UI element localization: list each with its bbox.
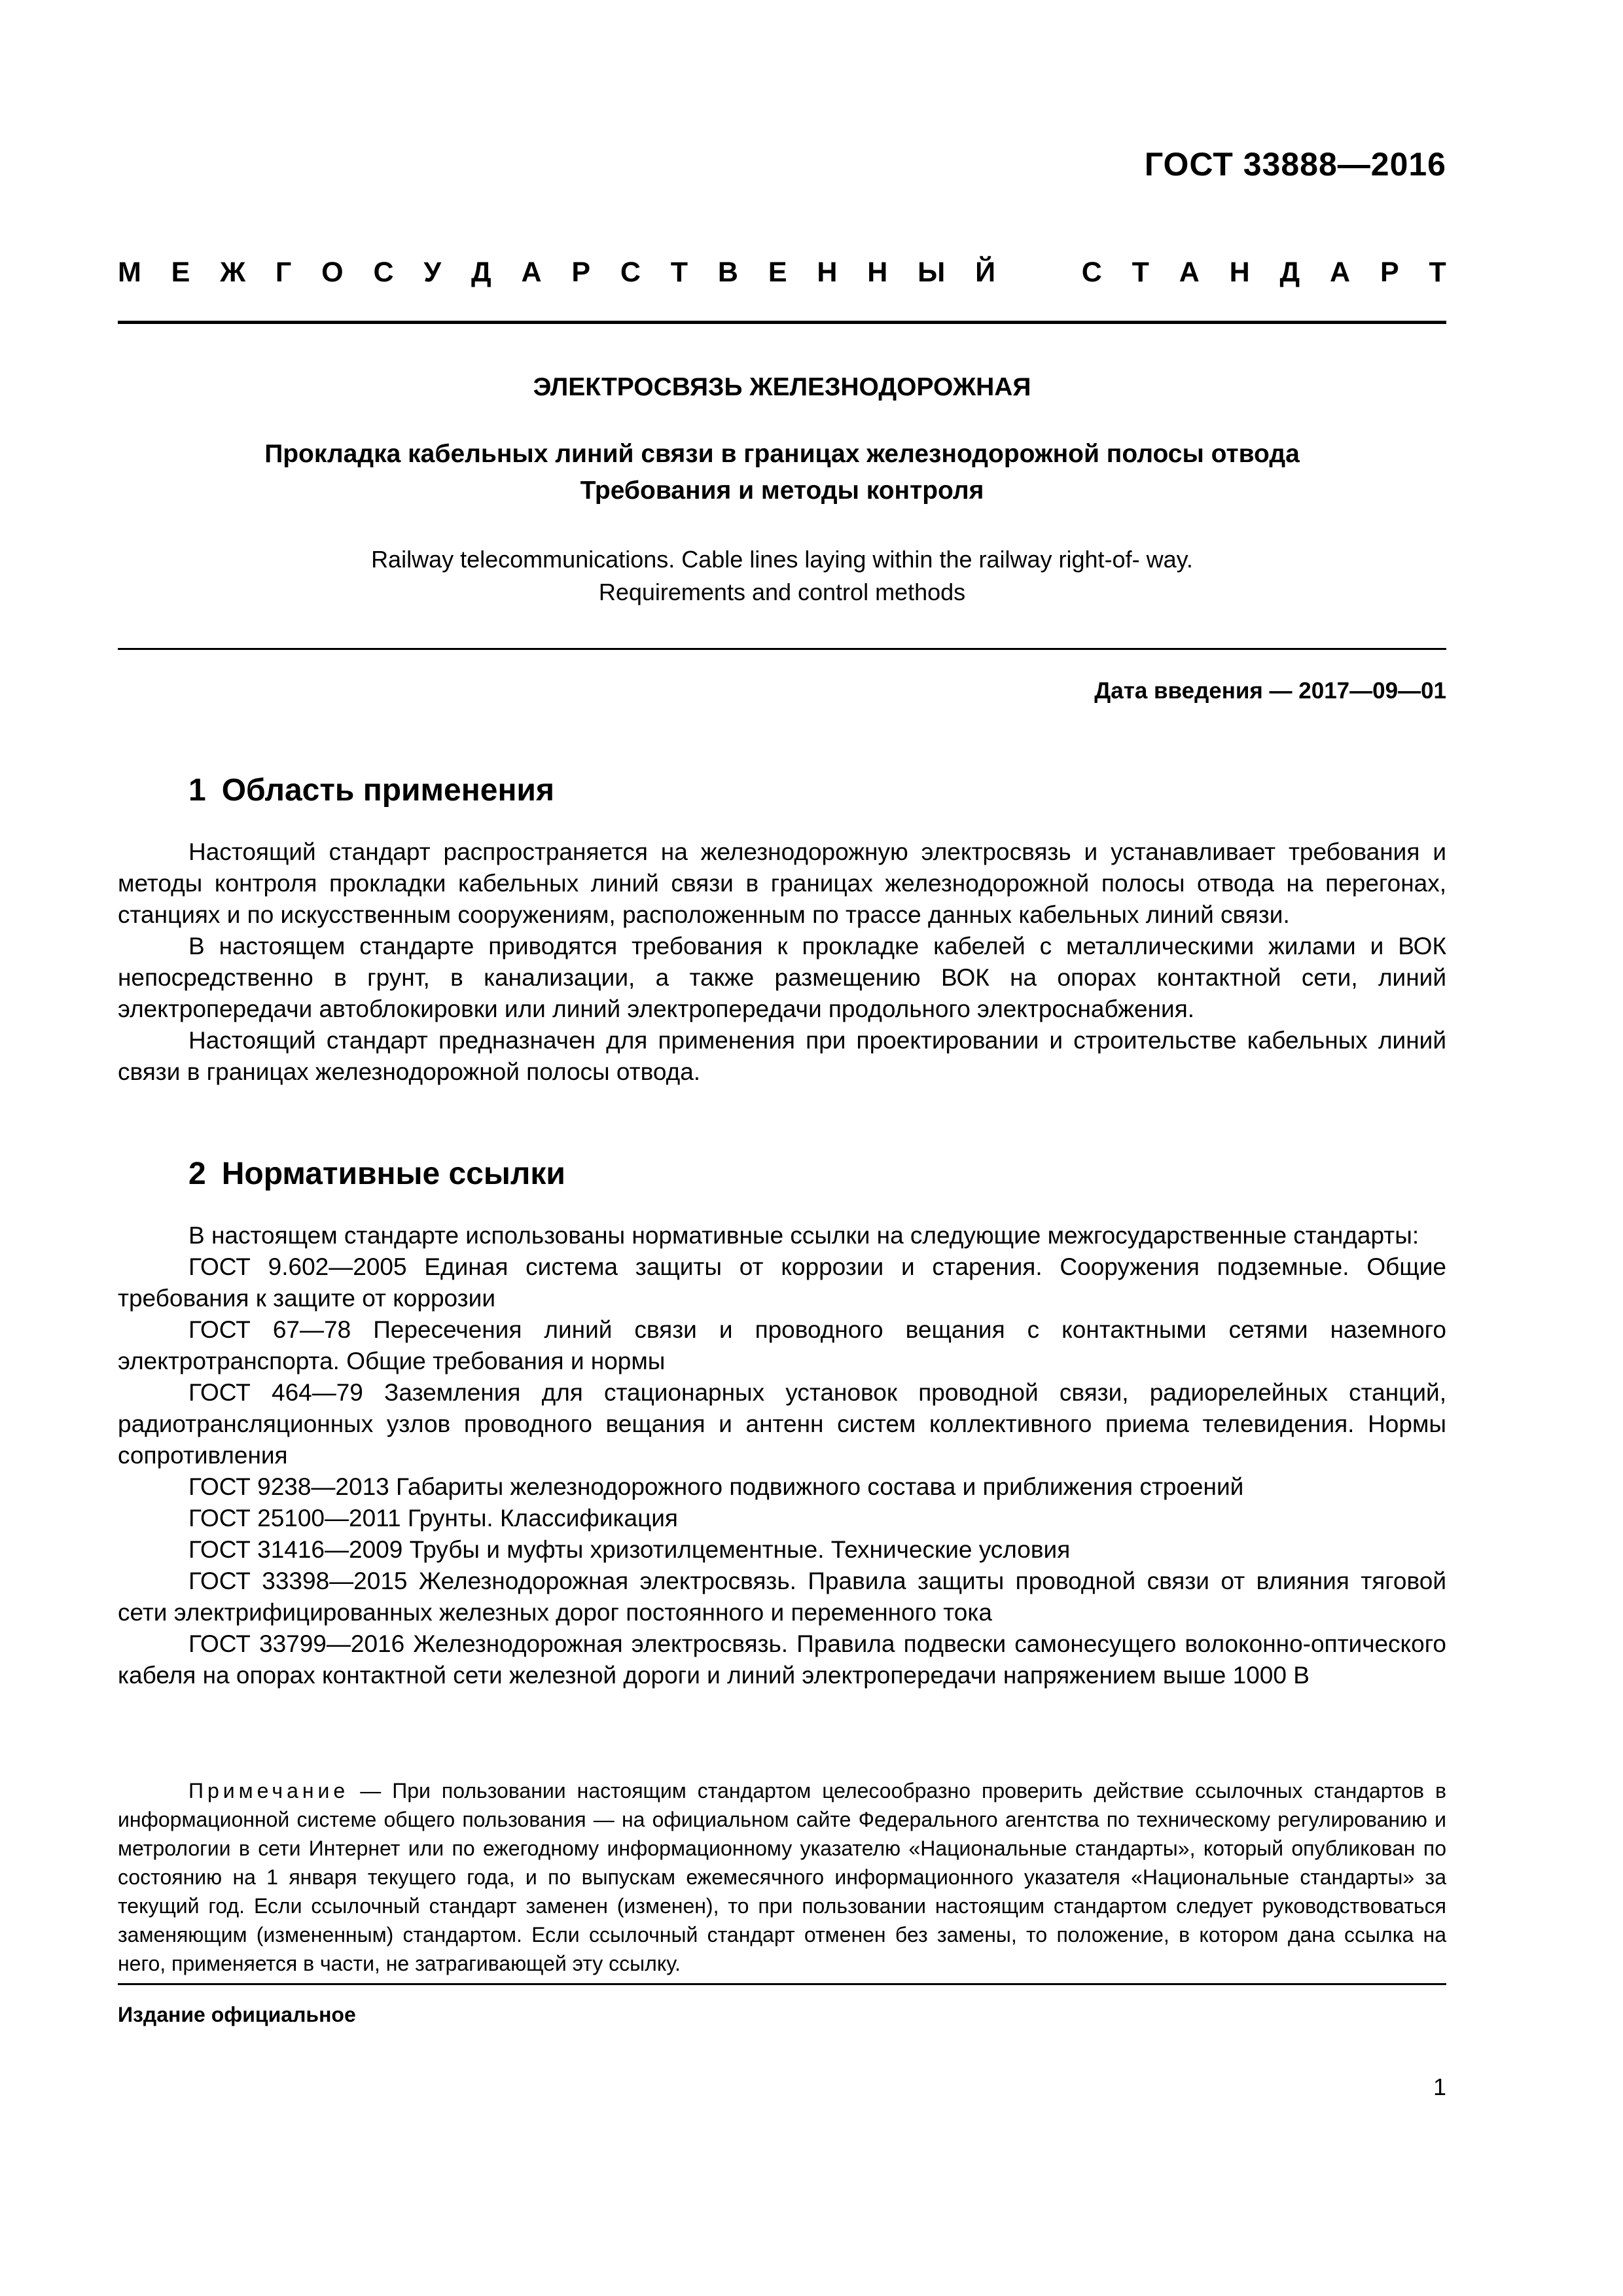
- english-title-line: Requirements and control methods: [598, 579, 966, 605]
- paragraph: В настоящем стандарте приводятся требования к прокладке кабелей с металлическими жилами и ВОК непосредственно в грунт, в канализации, а также размещению ВОК на опорах контактной сети, линий электропередачи автоблокировки или линий электропередачи продольного электроснабжения.: [118, 933, 1446, 1022]
- section-1-body: [118, 836, 1446, 1088]
- section-1-heading: [188, 772, 554, 808]
- reference-item: ГОСТ 33799—2016 Железнодорожная электросвязь. Правила подвески самонесущего волоконно-оптического кабеля на опорах контактной сети железной дороги и линий электропередачи напряжением выше 1000 В: [118, 1630, 1446, 1689]
- standard-type-letter: О: [321, 257, 344, 288]
- standard-type-letter: Е: [171, 257, 190, 288]
- standard-type-letter: Т: [1132, 257, 1149, 288]
- standard-type-letter: Ж: [220, 257, 246, 288]
- footer-divider: [118, 1983, 1446, 1985]
- note: [118, 1776, 1446, 1978]
- document-page: [118, 0, 1446, 2296]
- standard-type-letter: Й: [975, 257, 996, 288]
- note-label: Примечание: [188, 1779, 349, 1803]
- standard-type-letter: Г: [275, 257, 292, 288]
- english-title-line: Railway telecommunications. Cable lines laying within the railway right-of- way.: [371, 546, 1193, 573]
- reference-item: ГОСТ 31416—2009 Трубы и муфты хризотилцементные. Технические условия: [188, 1536, 1071, 1563]
- english-title: [118, 543, 1446, 609]
- standard-type-letter: Н: [817, 257, 838, 288]
- header-divider: [118, 321, 1446, 324]
- standard-type-letter: Р: [1380, 257, 1399, 288]
- paragraph: Настоящий стандарт распространяется на железнодорожную электросвязь и устанавливает требования и методы контроля прокладки кабельных линий связи в границах железнодорожной полосы отвода на перегонах, станциях и по искусственным сооружениям, расположенным по трассе данных кабельных линий связи.: [118, 838, 1446, 928]
- standard-type-letter: Н: [1229, 257, 1250, 288]
- document-number: ГОСТ 33888—2016: [1144, 146, 1446, 183]
- standard-type-letter: Н: [867, 257, 888, 288]
- standard-type-letter: В: [717, 257, 738, 288]
- standard-type-letter: М: [118, 257, 141, 288]
- standard-type-heading: [118, 257, 1446, 289]
- section-2-body: [118, 1220, 1446, 1691]
- paragraph: В настоящем стандарте использованы нормативные ссылки на следующие межгосударственные стандарты:: [188, 1222, 1419, 1249]
- edition-label: Издание официальное: [118, 2003, 356, 2026]
- reference-item: ГОСТ 464—79 Заземления для стационарных установок проводной связи, радиорелейных станций, радиотрансляционных узлов проводного вещания и антенн систем коллективного приема телевидения. Нормы сопротивления: [118, 1379, 1446, 1469]
- section-title: Нормативные ссылки: [221, 1157, 565, 1191]
- standard-type-letter: А: [521, 257, 542, 288]
- standard-type-letter: Т: [670, 257, 688, 288]
- standard-type-letter: Д: [1279, 257, 1300, 288]
- section-number: 1: [188, 773, 206, 808]
- document-title: ЭЛЕКТРОСВЯЗЬ ЖЕЛЕЗНОДОРОЖНАЯ: [533, 373, 1031, 401]
- standard-type-letter: Т: [1429, 257, 1446, 288]
- standard-type-letter: С: [373, 257, 394, 288]
- standard-type-letter: С: [1081, 257, 1102, 288]
- subtitle-line: Прокладка кабельных линий связи в границах железнодорожной полосы отвода: [264, 440, 1300, 468]
- reference-item: ГОСТ 25100—2011 Грунты. Классификация: [188, 1505, 678, 1532]
- introduction-date: Дата введения — 2017—09—01: [1094, 678, 1446, 704]
- subtitle-line: Требования и методы контроля: [580, 476, 984, 505]
- standard-type-letter: Д: [471, 257, 491, 288]
- section-number: 2: [188, 1157, 206, 1191]
- standard-type-letter: Е: [768, 257, 787, 288]
- standard-type-space: [1026, 257, 1052, 289]
- standard-type-letter: А: [1330, 257, 1351, 288]
- standard-type-letter: А: [1179, 257, 1200, 288]
- standard-type-letter: Р: [571, 257, 591, 288]
- reference-item: ГОСТ 67—78 Пересечения линий связи и проводного вещания с контактными сетями наземного электротранспорта. Общие требования и нормы: [118, 1316, 1446, 1374]
- section-title: Область применения: [221, 773, 554, 808]
- standard-type-letter: У: [423, 257, 442, 288]
- section-2-heading: [188, 1156, 565, 1192]
- standard-type-letter: С: [620, 257, 641, 288]
- note-text: — При пользовании настоящим стандартом целесообразно проверить действие ссылочных стандартов в информационной системе общего пользования — на официальном сайте Федерального агентства по техническому регулированию и метрологии в сети Интернет или по ежегодному информационному указателю «Национальные стандарты», который опубликован по состоянию на 1 января текущего года, и по выпускам ежемесячного информационного указателя «Национальные стандарты» за текущий год. Если ссылочный стандарт заменен (изменен), то при пользовании настоящим стандартом следует руководствоваться заменяющим (измененным) стандартом. Если ссылочный стандарт отменен без замены, то положение, в котором дана ссылка на него, применяется в части, не затрагивающей эту ссылку.: [118, 1779, 1446, 1975]
- title-divider: [118, 648, 1446, 650]
- page-number: 1: [1433, 2073, 1446, 2100]
- reference-item: ГОСТ 9.602—2005 Единая система защиты от коррозии и старения. Сооружения подземные. Общие требования к защите от коррозии: [118, 1253, 1446, 1312]
- document-subtitle: [118, 436, 1446, 509]
- reference-item: ГОСТ 33398—2015 Железнодорожная электросвязь. Правила защиты проводной связи от влияния тяговой сети электрифицированных железных дорог постоянного и переменного тока: [118, 1568, 1446, 1626]
- paragraph: Настоящий стандарт предназначен для применения при проектировании и строительстве кабельных линий связи в границах железнодорожной полосы отвода.: [118, 1027, 1446, 1085]
- reference-item: ГОСТ 9238—2013 Габариты железнодорожного подвижного состава и приближения строений: [188, 1473, 1244, 1500]
- standard-type-letter: Ы: [918, 257, 946, 288]
